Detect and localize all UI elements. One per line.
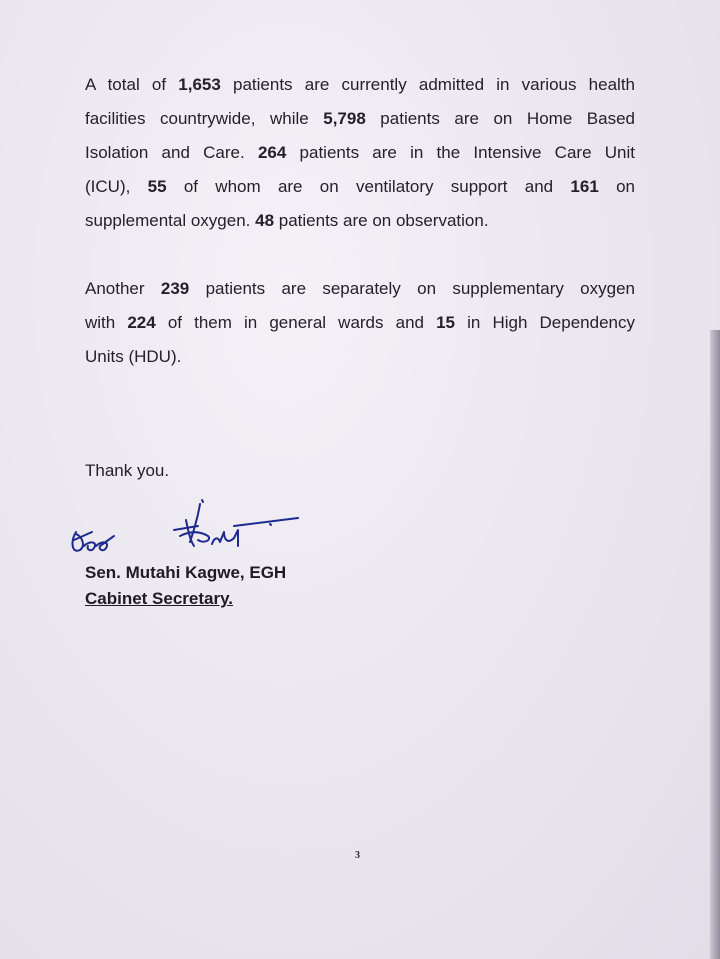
signatory-name: Sen. Mutahi Kagwe, EGH: [85, 563, 287, 582]
text-line: Isolation and Care. 264 patients are in the Intensive Care Unit: [85, 143, 635, 162]
signatory-block: [85, 560, 286, 612]
text-line: Another 239 patients are separately on supplementary oxygen: [85, 279, 635, 298]
page-number: 3: [355, 850, 360, 861]
paragraph-admissions: [85, 68, 635, 238]
text-line: supplemental oxygen. 48 patients are on observation.: [85, 211, 489, 230]
closing-thanks: [85, 454, 635, 488]
text-line: facilities countrywide, while 5,798 patients are on Home Based: [85, 109, 636, 128]
page-shadow-edge: [710, 330, 720, 959]
signatory-title: Cabinet Secretary.: [85, 589, 234, 608]
text-line: (ICU), 55 of whom are on ventilatory support and 161 on: [85, 177, 635, 196]
text-line: with 224 of them in general wards and 15 in High Dependency: [85, 313, 635, 332]
text-line: Units (HDU).: [85, 347, 182, 366]
text-line: A total of 1,653 patients are currently admitted in various health: [85, 75, 635, 94]
closing-text: Thank you.: [85, 461, 170, 480]
handwritten-signature: [62, 496, 312, 566]
paragraph-oxygen: [85, 272, 635, 374]
